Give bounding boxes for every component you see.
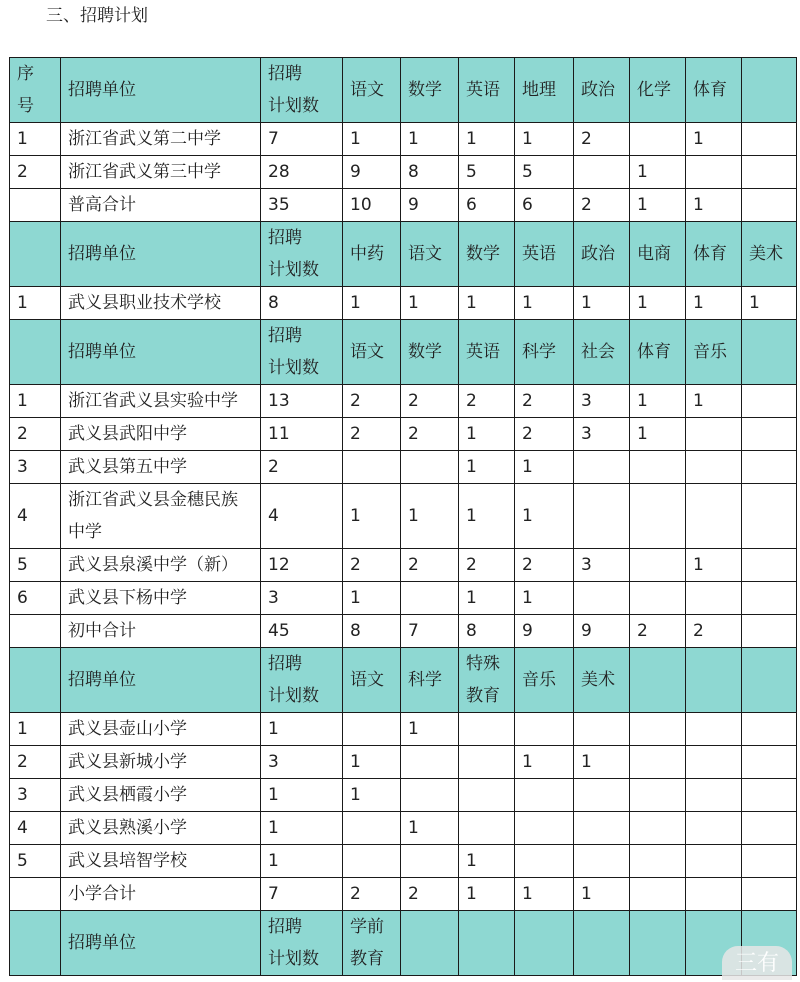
table-cell [10, 648, 61, 713]
table-cell: 3 [574, 549, 630, 582]
table-cell: 体育 [686, 222, 742, 287]
table-cell: 1 [459, 287, 515, 320]
table-cell: 招聘单位 [61, 320, 261, 385]
table-cell: 1 [10, 385, 61, 418]
table-cell: 2 [401, 878, 459, 911]
table-cell: 小学合计 [61, 878, 261, 911]
table-row [10, 123, 797, 156]
header-row [10, 320, 797, 385]
table-cell [742, 746, 797, 779]
table-cell [630, 484, 686, 549]
table-cell: 3 [261, 746, 343, 779]
table-cell: 地理 [515, 58, 574, 123]
table-cell [343, 451, 401, 484]
table-cell: 2 [574, 189, 630, 222]
table-body [10, 58, 797, 976]
table-cell: 数学 [401, 320, 459, 385]
table-cell: 9 [401, 189, 459, 222]
table-cell: 武义县栖霞小学 [61, 779, 261, 812]
table-cell [515, 812, 574, 845]
table-cell [574, 845, 630, 878]
table-cell: 6 [459, 189, 515, 222]
table-cell: 数学 [459, 222, 515, 287]
table-cell: 体育 [630, 320, 686, 385]
table-cell: 浙江省武义县实验中学 [61, 385, 261, 418]
table-cell [686, 156, 742, 189]
table-cell [574, 779, 630, 812]
table-cell: 音乐 [515, 648, 574, 713]
table-cell: 1 [401, 812, 459, 845]
table-cell [630, 123, 686, 156]
table-cell: 1 [630, 156, 686, 189]
table-cell [401, 845, 459, 878]
table-cell: 招聘单位 [61, 222, 261, 287]
table-cell: 1 [343, 123, 401, 156]
table-cell [686, 451, 742, 484]
table-cell [742, 189, 797, 222]
table-cell: 语文 [343, 58, 401, 123]
table-row [10, 812, 797, 845]
table-cell: 3 [10, 779, 61, 812]
table-cell: 1 [459, 484, 515, 549]
table-cell: 特殊 教育 [459, 648, 515, 713]
table-cell: 13 [261, 385, 343, 418]
table-cell: 中药 [343, 222, 401, 287]
table-cell [686, 812, 742, 845]
table-cell: 武义县第五中学 [61, 451, 261, 484]
table-cell: 英语 [459, 320, 515, 385]
table-cell: 28 [261, 156, 343, 189]
table-cell [686, 746, 742, 779]
table-cell [401, 451, 459, 484]
section-title: 三、招聘计划 [46, 6, 148, 26]
table-cell [574, 451, 630, 484]
table-cell: 武义县熟溪小学 [61, 812, 261, 845]
table-cell: 1 [459, 582, 515, 615]
table-cell: 2 [10, 156, 61, 189]
table-cell: 招聘单位 [61, 911, 261, 976]
table-cell: 10 [343, 189, 401, 222]
table-cell [742, 812, 797, 845]
table-cell [10, 320, 61, 385]
table-row [10, 418, 797, 451]
table-row [10, 779, 797, 812]
table-cell: 1 [686, 287, 742, 320]
table-cell: 数学 [401, 58, 459, 123]
table-cell [742, 156, 797, 189]
table-cell [686, 418, 742, 451]
watermark-badge: 三有 [722, 946, 792, 980]
table-cell: 序 号 [10, 58, 61, 123]
table-cell: 1 [515, 451, 574, 484]
table-cell: 1 [10, 713, 61, 746]
table-cell [742, 582, 797, 615]
table-cell: 招聘单位 [61, 58, 261, 123]
table-cell [686, 713, 742, 746]
table-cell [742, 451, 797, 484]
table-cell: 8 [343, 615, 401, 648]
table-cell: 9 [515, 615, 574, 648]
table-cell: 1 [742, 287, 797, 320]
table-row [10, 484, 797, 549]
table-cell: 浙江省武义第三中学 [61, 156, 261, 189]
table-cell: 6 [515, 189, 574, 222]
table-cell [401, 779, 459, 812]
table-cell: 武义县培智学校 [61, 845, 261, 878]
table-cell [459, 746, 515, 779]
table-cell [630, 812, 686, 845]
table-cell: 武义县壶山小学 [61, 713, 261, 746]
table-cell: 社会 [574, 320, 630, 385]
header-row [10, 222, 797, 287]
table-cell: 2 [515, 385, 574, 418]
table-cell: 1 [630, 418, 686, 451]
table-cell [401, 746, 459, 779]
table-cell [742, 484, 797, 549]
table-cell [515, 845, 574, 878]
table-cell [630, 746, 686, 779]
table-cell: 英语 [515, 222, 574, 287]
table-cell: 1 [515, 287, 574, 320]
table-cell: 2 [343, 418, 401, 451]
table-cell: 1 [574, 287, 630, 320]
table-cell: 1 [261, 812, 343, 845]
table-cell: 1 [459, 878, 515, 911]
header-row [10, 58, 797, 123]
table-cell: 语文 [343, 320, 401, 385]
table-cell: 8 [401, 156, 459, 189]
table-cell: 武义县武阳中学 [61, 418, 261, 451]
table-cell: 1 [459, 123, 515, 156]
table-cell [742, 385, 797, 418]
table-cell [515, 911, 574, 976]
table-cell: 1 [630, 189, 686, 222]
table-cell: 8 [261, 287, 343, 320]
table-cell: 1 [401, 713, 459, 746]
table-cell: 1 [515, 878, 574, 911]
table-cell: 1 [515, 123, 574, 156]
table-row [10, 746, 797, 779]
table-cell: 招聘 计划数 [261, 222, 343, 287]
table-cell [401, 911, 459, 976]
table-cell: 1 [574, 746, 630, 779]
table-cell: 语文 [401, 222, 459, 287]
table-cell: 电商 [630, 222, 686, 287]
table-cell [630, 911, 686, 976]
table-cell: 1 [343, 484, 401, 549]
table-cell: 1 [261, 779, 343, 812]
table-cell: 武义县新城小学 [61, 746, 261, 779]
table-cell: 1 [459, 451, 515, 484]
table-cell [343, 812, 401, 845]
table-cell: 12 [261, 549, 343, 582]
table-cell [742, 779, 797, 812]
table-cell: 9 [343, 156, 401, 189]
table-cell: 1 [686, 123, 742, 156]
table-cell: 2 [459, 385, 515, 418]
table-cell [630, 845, 686, 878]
table-cell [742, 713, 797, 746]
table-cell: 4 [10, 812, 61, 845]
table-cell: 1 [401, 123, 459, 156]
table-cell: 2 [515, 549, 574, 582]
table-cell: 学前 教育 [343, 911, 401, 976]
table-cell: 1 [686, 385, 742, 418]
table-cell: 1 [343, 746, 401, 779]
table-row [10, 615, 797, 648]
table-cell [401, 582, 459, 615]
table-cell [742, 845, 797, 878]
table-cell: 5 [459, 156, 515, 189]
table-cell: 1 [515, 746, 574, 779]
table-cell [742, 878, 797, 911]
table-cell: 科学 [401, 648, 459, 713]
table-cell [10, 615, 61, 648]
table-cell [459, 911, 515, 976]
table-cell: 2 [343, 549, 401, 582]
table-cell: 语文 [343, 648, 401, 713]
table-cell [10, 878, 61, 911]
table-cell: 浙江省武义县金穗民族 中学 [61, 484, 261, 549]
table-cell: 1 [515, 582, 574, 615]
table-cell [574, 812, 630, 845]
table-cell: 1 [343, 779, 401, 812]
table-cell: 5 [10, 845, 61, 878]
table-cell [742, 320, 797, 385]
table-cell: 1 [343, 287, 401, 320]
table-cell: 1 [515, 484, 574, 549]
table-cell: 1 [686, 549, 742, 582]
table-cell: 2 [343, 385, 401, 418]
table-cell: 2 [343, 878, 401, 911]
table-cell [574, 582, 630, 615]
table-cell: 3 [261, 582, 343, 615]
table-cell [742, 615, 797, 648]
table-cell [686, 779, 742, 812]
table-cell: 2 [261, 451, 343, 484]
table-cell: 5 [515, 156, 574, 189]
table-cell: 2 [10, 418, 61, 451]
table-cell [574, 911, 630, 976]
table-cell: 4 [10, 484, 61, 549]
table-cell: 1 [261, 713, 343, 746]
table-cell: 浙江省武义第二中学 [61, 123, 261, 156]
table-cell: 英语 [459, 58, 515, 123]
table-cell [742, 123, 797, 156]
table-cell: 1 [686, 189, 742, 222]
table-cell: 35 [261, 189, 343, 222]
table-cell: 8 [459, 615, 515, 648]
table-cell: 7 [261, 123, 343, 156]
table-cell: 2 [10, 746, 61, 779]
table-cell: 招聘 计划数 [261, 320, 343, 385]
table-cell [515, 779, 574, 812]
table-cell: 11 [261, 418, 343, 451]
table-cell [686, 582, 742, 615]
table-cell [630, 582, 686, 615]
table-cell [630, 713, 686, 746]
header-row [10, 911, 797, 976]
table-row [10, 845, 797, 878]
table-cell: 3 [574, 385, 630, 418]
table-cell: 1 [574, 878, 630, 911]
table-cell [686, 845, 742, 878]
table-cell: 2 [401, 549, 459, 582]
table-row [10, 878, 797, 911]
table-cell: 科学 [515, 320, 574, 385]
table-cell: 1 [10, 123, 61, 156]
table-cell [459, 779, 515, 812]
table-cell [742, 58, 797, 123]
table-cell: 2 [630, 615, 686, 648]
table-cell [742, 549, 797, 582]
table-cell: 普高合计 [61, 189, 261, 222]
table-row [10, 385, 797, 418]
table-cell: 4 [261, 484, 343, 549]
table-cell: 1 [261, 845, 343, 878]
table-cell [630, 648, 686, 713]
table-cell [574, 713, 630, 746]
table-cell: 美术 [574, 648, 630, 713]
table-row [10, 582, 797, 615]
table-cell [459, 812, 515, 845]
table-cell: 美术 [742, 222, 797, 287]
table-cell [742, 418, 797, 451]
table-cell [686, 878, 742, 911]
table-cell: 招聘 计划数 [261, 58, 343, 123]
table-cell: 7 [261, 878, 343, 911]
table-cell [574, 484, 630, 549]
table-cell: 2 [686, 615, 742, 648]
table-cell: 招聘 计划数 [261, 648, 343, 713]
table-cell: 初中合计 [61, 615, 261, 648]
table-cell [630, 451, 686, 484]
table-cell: 1 [630, 385, 686, 418]
table-row [10, 287, 797, 320]
table-cell: 音乐 [686, 320, 742, 385]
table-row [10, 451, 797, 484]
table-cell: 武义县职业技术学校 [61, 287, 261, 320]
table-row [10, 189, 797, 222]
table-cell: 1 [459, 845, 515, 878]
table-cell [574, 156, 630, 189]
table-row [10, 156, 797, 189]
table-cell [10, 222, 61, 287]
table-cell: 9 [574, 615, 630, 648]
table-row [10, 713, 797, 746]
table-cell: 2 [401, 418, 459, 451]
table-cell [343, 845, 401, 878]
table-cell [459, 713, 515, 746]
table-cell: 5 [10, 549, 61, 582]
table-cell [686, 484, 742, 549]
table-cell: 武义县泉溪中学（新） [61, 549, 261, 582]
table-cell [343, 713, 401, 746]
table-cell: 政治 [574, 222, 630, 287]
recruitment-plan-table [9, 57, 797, 976]
table-cell: 1 [10, 287, 61, 320]
table-cell: 2 [574, 123, 630, 156]
table-cell [742, 648, 797, 713]
table-cell: 武义县下杨中学 [61, 582, 261, 615]
table-cell: 1 [343, 582, 401, 615]
table-cell: 7 [401, 615, 459, 648]
table-cell [630, 779, 686, 812]
table-cell [515, 713, 574, 746]
table-cell: 1 [401, 484, 459, 549]
table-cell: 化学 [630, 58, 686, 123]
table-cell: 2 [515, 418, 574, 451]
table-cell: 体育 [686, 58, 742, 123]
table-cell: 1 [630, 287, 686, 320]
table-cell [630, 549, 686, 582]
table-cell: 3 [10, 451, 61, 484]
table-cell [630, 878, 686, 911]
table-cell [10, 911, 61, 976]
table-cell: 1 [459, 418, 515, 451]
table-cell: 2 [401, 385, 459, 418]
table-cell: 3 [574, 418, 630, 451]
table-cell: 45 [261, 615, 343, 648]
table-cell: 2 [459, 549, 515, 582]
table-cell: 招聘 计划数 [261, 911, 343, 976]
table-cell: 政治 [574, 58, 630, 123]
header-row [10, 648, 797, 713]
table-cell: 6 [10, 582, 61, 615]
table-row [10, 549, 797, 582]
table-cell: 招聘单位 [61, 648, 261, 713]
table-cell [686, 648, 742, 713]
table-cell: 1 [401, 287, 459, 320]
table-cell [10, 189, 61, 222]
